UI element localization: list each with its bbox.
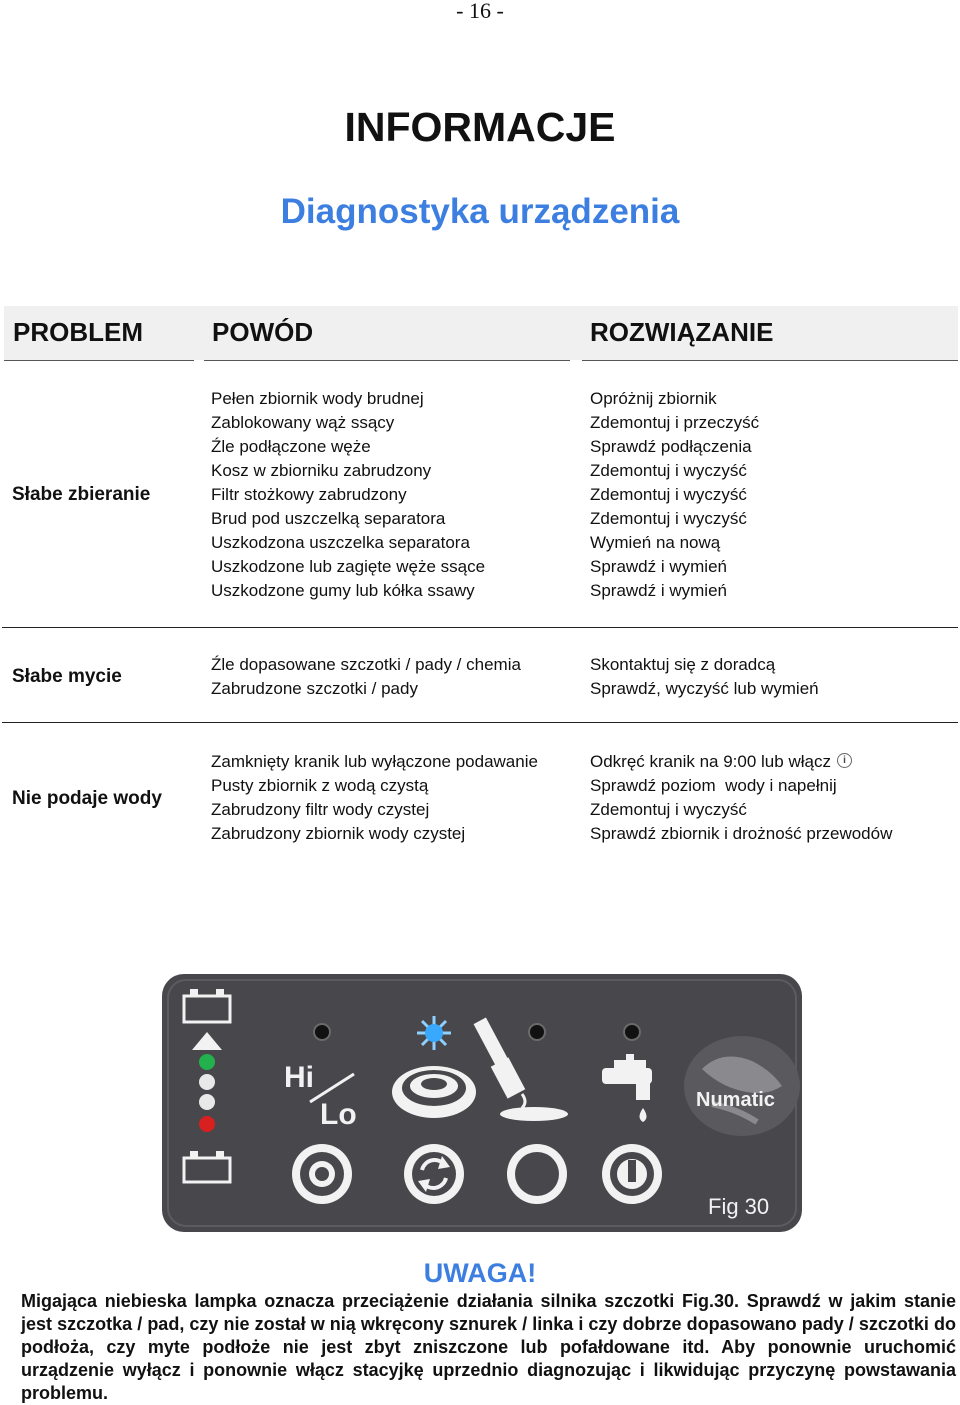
solution-item: Opróżnij zbiornik bbox=[590, 389, 717, 408]
cause-item: Zabrudzone szczotki / pady bbox=[211, 679, 418, 698]
figure-label: Fig 30 bbox=[708, 1194, 770, 1219]
cause-item: Brud pod uszczelką separatora bbox=[211, 509, 446, 528]
problem-label: Słabe mycie bbox=[12, 666, 122, 687]
led-white bbox=[199, 1094, 215, 1110]
control-panel-figure bbox=[162, 974, 802, 1232]
brand-label: Numatic bbox=[696, 1089, 775, 1111]
solution-item: Wymień na nową bbox=[590, 533, 721, 552]
led-red bbox=[199, 1116, 215, 1132]
brush-icon bbox=[392, 1066, 476, 1118]
solution-item: Sprawdź zbiornik i drożność przewodów bbox=[590, 824, 893, 843]
led-off bbox=[624, 1024, 640, 1040]
warning-text: Migająca niebieska lampka oznacza przeciążenie działania silnika szczotki Fig.30. Sprawdź w jakim stanie jest szczotka / pad, czy nie został w nią wkręcony sznurek / linka i czy dobrze dopasowano pady / szczotki do podłoża, czy myte podłoże nie jest zbyt zniszczone lub pofałdowane itd. Aby ponownie uruchomić urządzenie wyłącz i ponownie włącz stacyjkę uprzednio diagnozując i likwidując przyczynę powstawania problemu. bbox=[21, 1291, 956, 1403]
cause-item: Zamknięty kranik lub wyłączone podawanie bbox=[211, 752, 538, 771]
problem-label: Nie podaje wody bbox=[12, 788, 162, 809]
page-subtitle: Diagnostyka urządzenia bbox=[280, 192, 680, 231]
solution-item bbox=[590, 750, 892, 774]
hi-label: Hi bbox=[284, 1061, 314, 1094]
cause-item: Uszkodzone lub zagięte węże ssące bbox=[211, 557, 486, 576]
header-solution: ROZWIĄZANIE bbox=[590, 317, 774, 347]
lo-label: Lo bbox=[320, 1098, 357, 1131]
led-off bbox=[529, 1024, 545, 1040]
solution-item: Zdemontuj i przeczyść bbox=[590, 413, 760, 432]
solution-item: Sprawdź podłączenia bbox=[590, 437, 752, 456]
cause-list bbox=[211, 750, 538, 846]
power-icon bbox=[628, 1160, 636, 1182]
cause-item: Uszkodzone gumy lub kółka ssawy bbox=[211, 581, 475, 600]
solution-item: Zdemontuj i wyczyść bbox=[590, 509, 747, 528]
solution-list bbox=[590, 653, 819, 701]
hi-lo-button bbox=[292, 1144, 352, 1204]
cause-list bbox=[211, 653, 521, 701]
led-off bbox=[314, 1024, 330, 1040]
solution-item: Sprawdź, wyczyść lub wymień bbox=[590, 679, 819, 698]
cause-item: Zabrudzony zbiornik wody czystej bbox=[211, 824, 466, 843]
led-green bbox=[199, 1054, 215, 1070]
solution-item: Zdemontuj i wyczyść bbox=[590, 485, 747, 504]
led-white bbox=[199, 1074, 215, 1090]
chemical-button bbox=[507, 1144, 567, 1204]
header-divider bbox=[582, 360, 958, 361]
cause-item: Zabrudzony filtr wody czystej bbox=[211, 800, 430, 819]
globe-icon bbox=[684, 1036, 800, 1136]
solution-item: Zdemontuj i wyczyść bbox=[590, 461, 747, 480]
problem-label: Słabe zbieranie bbox=[12, 484, 151, 505]
led-blue bbox=[425, 1024, 443, 1042]
info-icon: i bbox=[837, 753, 852, 768]
led-blue-glow bbox=[417, 1016, 451, 1050]
cause-item: Źle podłączone węże bbox=[211, 437, 371, 456]
brush-button bbox=[404, 1144, 464, 1204]
cause-item: Źle dopasowane szczotki / pady / chemia bbox=[211, 655, 521, 674]
cause-item: Filtr stożkowy zabrudzony bbox=[211, 485, 407, 504]
cause-item: Pusty zbiornik z wodą czystą bbox=[211, 776, 429, 795]
solution-item: Sprawdź i wymień bbox=[590, 557, 727, 576]
header-divider bbox=[4, 360, 194, 361]
cause-list bbox=[211, 387, 485, 603]
control-panel-svg bbox=[162, 974, 802, 1232]
cause-item: Kosz w zbiorniku zabrudzony bbox=[211, 461, 432, 480]
cause-item: Zablokowany wąż ssący bbox=[211, 413, 395, 432]
cause-item: Pełen zbiornik wody brudnej bbox=[211, 389, 424, 408]
header-problem: PROBLEM bbox=[13, 317, 143, 347]
solution-item: Zdemontuj i wyczyść bbox=[590, 800, 747, 819]
table-header bbox=[4, 306, 958, 360]
power-button bbox=[602, 1144, 662, 1204]
solution-item: Sprawdź poziom wody i napełnij bbox=[590, 776, 837, 795]
solution-item: Skontaktuj się z doradcą bbox=[590, 655, 776, 674]
warning-heading: UWAGA! bbox=[423, 1258, 537, 1288]
row-divider bbox=[2, 627, 958, 628]
page-title: INFORMACJE bbox=[344, 104, 616, 150]
solution-text: Odkręć kranik na 9:00 lub włącz bbox=[590, 752, 831, 771]
cause-item: Uszkodzona uszczelka separatora bbox=[211, 533, 470, 552]
page-number: - 16 - bbox=[456, 0, 504, 23]
solution-list bbox=[590, 750, 892, 846]
header-cause: POWÓD bbox=[212, 317, 314, 347]
solution-list bbox=[590, 387, 759, 603]
solution-item: Sprawdź i wymień bbox=[590, 581, 727, 600]
row-divider bbox=[2, 722, 958, 723]
header-divider bbox=[204, 360, 570, 361]
